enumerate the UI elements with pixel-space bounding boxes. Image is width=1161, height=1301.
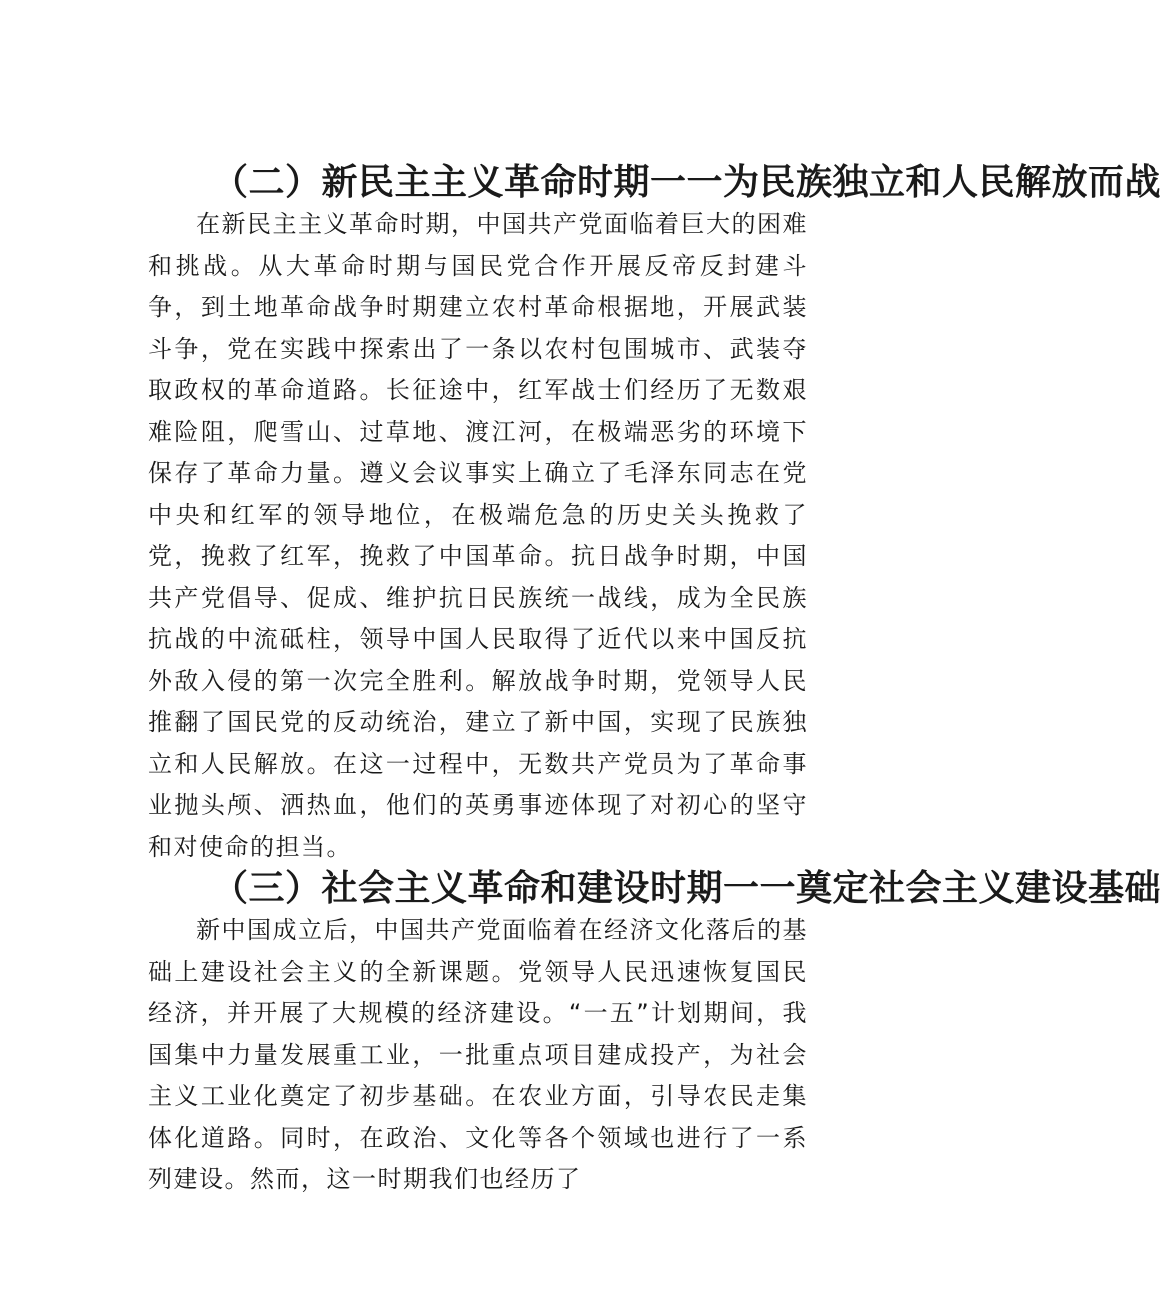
section-paragraph-socialist-revolution: 新中国成立后，中国共产党面临着在经济文化落后的基础上建设社会主义的全新课题。党领导人民迅速恢复国民经济，并开展了大规模的经济建设。“一五”计划期间，我国集中力量发展重工业，一批重点项目建成投产，为社会主义工业化奠定了初步基础。在农业方面，引导农民走集体化道路。同时，在政治、文化等各个领域也进行了一系列建设。然而，这一时期我们也经历了 (148, 916, 808, 1193)
section-heading-socialist-revolution: （三）社会主义革命和建设时期一一奠定社会主义建设基础 (212, 868, 1161, 909)
section-heading-new-democratic-revolution: （二）新民主主义革命时期一一为民族独立和人民解放而战 (212, 162, 1161, 203)
section-paragraph-new-democratic-revolution: 在新民主主义革命时期，中国共产党面临着巨大的困难和挑战。从大革命时期与国民党合作开展反帝反封建斗争，到土地革命战争时期建立农村革命根据地，开展武装斗争，党在实践中探索出了一条以农村包围城市、武装夺取政权的革命道路。长征途中，红军战士们经历了无数艰难险阻，爬雪山、过草地、渡江河，在极端恶劣的环境下保存了革命力量。遵义会议事实上确立了毛泽东同志在党中央和红军的领导地位，在极端危急的历史关头挽救了党，挽救了红军，挽救了中国革命。抗日战争时期，中国共产党倡导、促成、维护抗日民族统一战线，成为全民族抗战的中流砥柱，领导中国人民取得了近代以来中国反抗外敌入侵的第一次完全胜利。解放战争时期，党领导人民推翻了国民党的反动统治，建立了新中国，实现了民族独立和人民解放。在这一过程中，无数共产党员为了革命事业抛头颅、洒热血，他们的英勇事迹体现了对初心的坚守和对使命的担当。 (148, 210, 808, 861)
document-body (148, 162, 1161, 1201)
